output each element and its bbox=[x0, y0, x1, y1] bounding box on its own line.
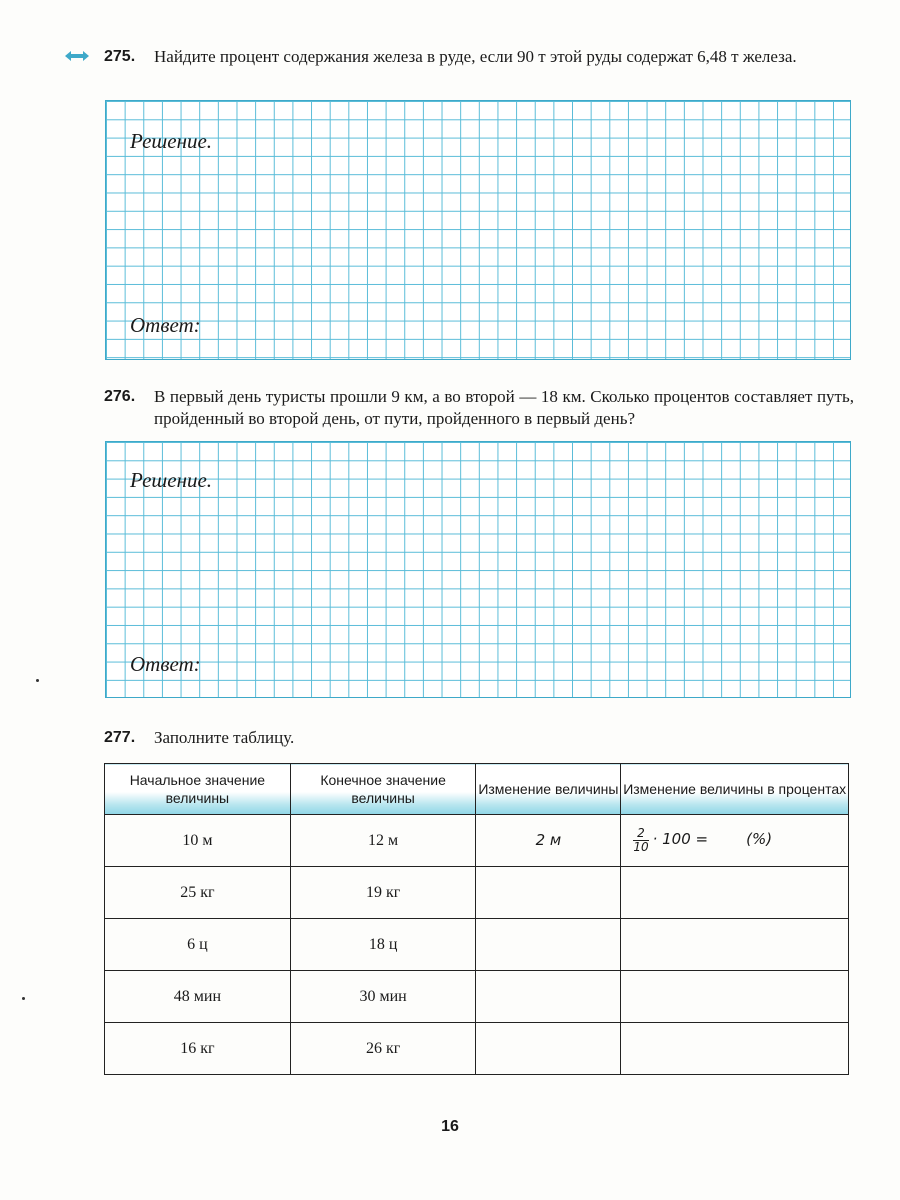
start-value-cell-value: 16 кг bbox=[180, 1039, 215, 1057]
answer-label: Ответ: bbox=[130, 652, 201, 676]
fill-table bbox=[104, 763, 849, 1075]
print-speck bbox=[36, 679, 39, 682]
end-value-cell[interactable] bbox=[290, 971, 476, 1023]
table-row bbox=[105, 867, 849, 919]
end-value-cell-value: 26 кг bbox=[365, 1039, 401, 1057]
task-275 bbox=[64, 46, 854, 90]
start-value-cell[interactable] bbox=[105, 815, 291, 867]
fraction-numerator: 2 bbox=[633, 827, 648, 841]
end-value-cell-value: 19 кг bbox=[365, 883, 401, 901]
percent-cell[interactable] bbox=[621, 867, 849, 919]
table-row bbox=[105, 919, 849, 971]
percent-cell[interactable] bbox=[621, 919, 849, 971]
end-value-cell[interactable] bbox=[290, 1023, 476, 1075]
change-cell[interactable] bbox=[476, 815, 621, 867]
page-number: 16 bbox=[441, 1118, 459, 1135]
task-277 bbox=[64, 727, 854, 751]
column-header: Начальное значение величины bbox=[105, 764, 291, 815]
column-header: Конечное значение величины bbox=[290, 764, 476, 815]
table-row bbox=[105, 971, 849, 1023]
task-text: Найдите процент содержания железа в руде, если 90 т этой руды содержат 6,48 т железа. bbox=[154, 47, 797, 66]
answer-label: Ответ: bbox=[130, 313, 201, 337]
task-276 bbox=[64, 386, 854, 432]
start-value-cell[interactable] bbox=[105, 1023, 291, 1075]
end-value-cell[interactable] bbox=[290, 919, 476, 971]
task-number: 277. bbox=[104, 729, 136, 746]
column-header: Изменение величины в процентах bbox=[621, 764, 849, 815]
end-value-cell-value: 30 мин bbox=[359, 987, 407, 1005]
double-arrow-icon bbox=[64, 49, 90, 63]
column-header: Изменение величины bbox=[476, 764, 621, 815]
start-value-cell[interactable] bbox=[105, 867, 291, 919]
solution-grid-276[interactable] bbox=[105, 441, 851, 698]
start-value-cell[interactable] bbox=[105, 919, 291, 971]
percent-unit: (%) bbox=[746, 830, 773, 849]
start-value-cell-value: 6 ц bbox=[187, 935, 208, 953]
percent-cell[interactable] bbox=[621, 815, 849, 867]
task-number: 276. bbox=[104, 388, 136, 405]
end-value-cell-value: 12 м bbox=[368, 831, 399, 849]
solution-label: Решение. bbox=[130, 129, 213, 153]
task-number: 275. bbox=[104, 48, 136, 65]
start-value-cell[interactable] bbox=[105, 971, 291, 1023]
change-cell[interactable] bbox=[476, 867, 621, 919]
start-value-cell-value: 10 м bbox=[182, 831, 213, 849]
table-row bbox=[105, 1023, 849, 1075]
change-cell[interactable] bbox=[476, 971, 621, 1023]
percent-expression: · 100 = bbox=[652, 830, 709, 849]
change-cell-value: 2 м bbox=[535, 831, 562, 849]
print-speck bbox=[22, 997, 25, 1000]
fraction-denominator: 10 bbox=[633, 840, 649, 854]
fraction bbox=[633, 827, 648, 854]
table-header-row bbox=[105, 764, 849, 815]
percent-cell[interactable] bbox=[621, 1023, 849, 1075]
solution-grid-275[interactable] bbox=[105, 100, 851, 360]
end-value-cell[interactable] bbox=[290, 815, 476, 867]
start-value-cell-value: 48 мин bbox=[173, 987, 221, 1005]
end-value-cell-value: 18 ц bbox=[368, 935, 398, 953]
percent-cell[interactable] bbox=[621, 971, 849, 1023]
table-row bbox=[105, 815, 849, 867]
task-text: Заполните таблицу. bbox=[154, 728, 295, 747]
change-cell[interactable] bbox=[476, 1023, 621, 1075]
start-value-cell-value: 25 кг bbox=[180, 883, 215, 901]
task-text: В первый день туристы прошли 9 км, а во второй — 18 км. Сколько процентов составляет путь, пройденный во второй день, от пути, пройденного в первый день? bbox=[154, 387, 854, 428]
solution-label: Решение. bbox=[130, 468, 213, 492]
change-cell[interactable] bbox=[476, 919, 621, 971]
end-value-cell[interactable] bbox=[290, 867, 476, 919]
